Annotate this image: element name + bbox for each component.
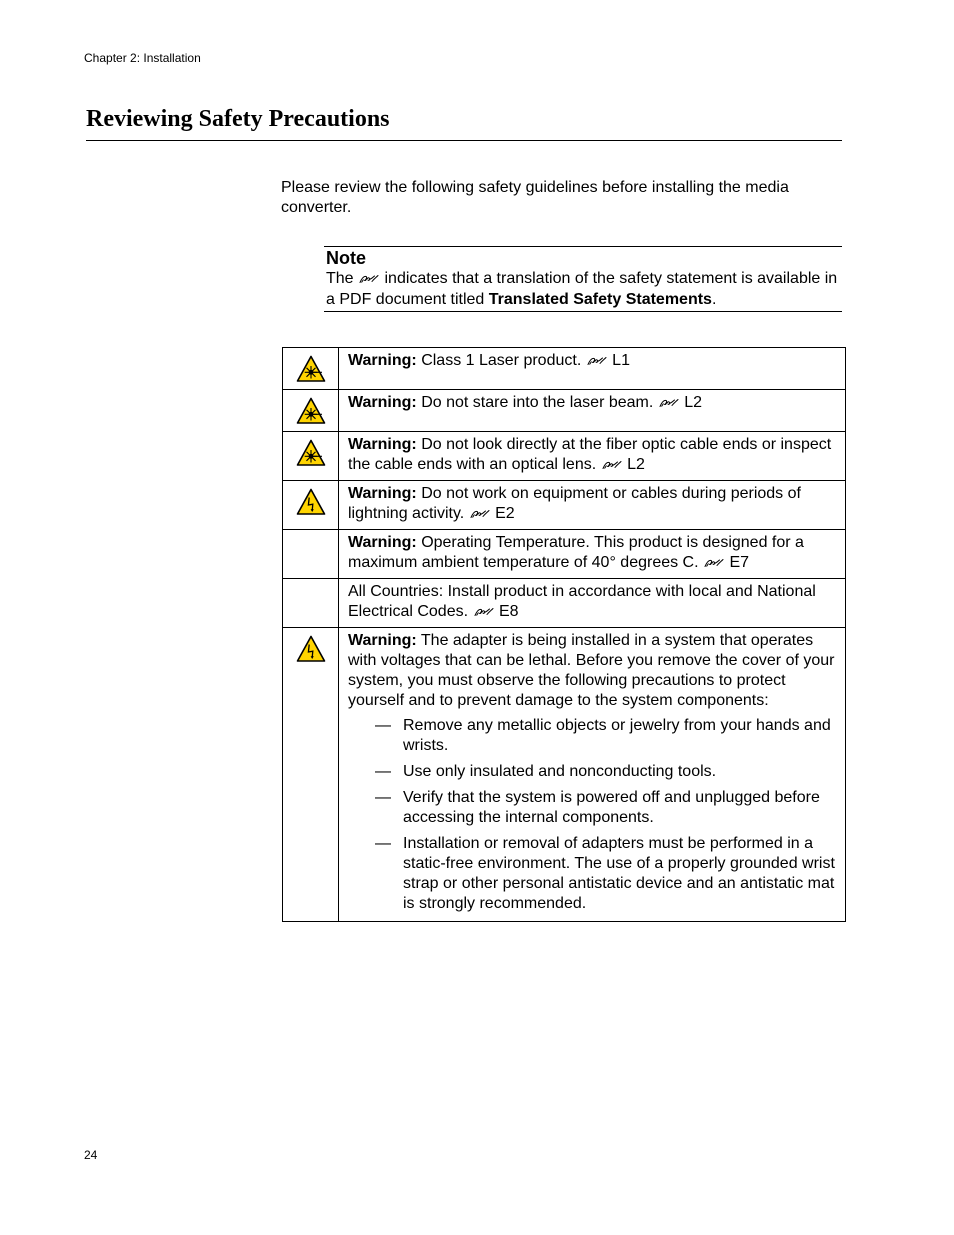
list-item-text: Remove any metallic objects or jewelry from your hands and wrists. — [403, 717, 831, 754]
list-item — [375, 788, 836, 828]
electrical-warning-icon — [296, 488, 326, 516]
warning-text: Do not work on equipment or cables during periods of lightning activity. — [348, 485, 801, 522]
translation-icon — [587, 354, 607, 366]
icon-cell — [283, 481, 339, 530]
dash-marker: — — [375, 789, 391, 806]
note-end: . — [711, 291, 717, 308]
dash-marker: — — [375, 835, 391, 852]
note-box — [324, 246, 842, 312]
precautions-list — [348, 716, 836, 914]
translation-icon — [659, 396, 679, 408]
note-title: Note — [326, 248, 366, 268]
list-item — [375, 716, 836, 756]
page-number: 24 — [84, 1148, 98, 1162]
warning-text: All Countries: Install product in accordance with local and National Electrical Codes. — [348, 583, 816, 620]
chapter-header: Chapter 2: Installation — [84, 51, 201, 65]
warning-label: Warning: — [348, 534, 417, 551]
safety-table — [282, 347, 846, 922]
intro-paragraph: Please review the following safety guidelines before installing the media converter. — [281, 179, 789, 216]
icon-cell — [283, 348, 339, 390]
table-row — [283, 432, 846, 481]
warning-label: Warning: — [348, 632, 417, 649]
warning-text-cell — [339, 432, 846, 481]
table-row — [283, 628, 846, 922]
icon-cell — [283, 530, 339, 579]
translation-icon — [359, 272, 379, 284]
table-row — [283, 579, 846, 628]
dash-marker: — — [375, 717, 391, 734]
electrical-warning-icon — [296, 635, 326, 663]
icon-cell — [283, 579, 339, 628]
statement-code: L2 — [684, 394, 703, 411]
warning-label: Warning: — [348, 352, 417, 369]
table-row — [283, 530, 846, 579]
icon-cell — [283, 432, 339, 481]
page-title: Reviewing Safety Precautions — [86, 106, 390, 132]
title-divider — [86, 140, 842, 141]
warning-text: Do not stare into the laser beam. — [421, 394, 654, 411]
warning-text-cell — [339, 481, 846, 530]
note-doc-title: Translated Safety Statements — [488, 291, 712, 308]
warning-label: Warning: — [348, 394, 417, 411]
statement-code: L2 — [627, 456, 645, 473]
laser-warning-icon — [296, 355, 326, 383]
translation-icon — [704, 556, 724, 568]
table-row — [283, 390, 846, 432]
table-row — [283, 348, 846, 390]
warning-text-cell — [339, 390, 846, 432]
warning-text: Class 1 Laser product. — [421, 352, 582, 369]
statement-code: E8 — [498, 603, 519, 620]
icon-cell — [283, 628, 339, 922]
laser-warning-icon — [296, 439, 326, 467]
warning-text-cell — [339, 579, 846, 628]
warning-text: Operating Temperature. This product is designed for a maximum ambient temperature of 40° degrees C. — [348, 534, 804, 571]
list-item-text: Use only insulated and nonconducting tools. — [403, 763, 717, 780]
warning-text-cell — [339, 530, 846, 579]
dash-marker: — — [375, 763, 391, 780]
warning-text: Do not look directly at the fiber optic cable ends or inspect the cable ends with an optical lens. — [348, 436, 832, 473]
translation-icon — [470, 507, 490, 519]
statement-code: E7 — [729, 554, 750, 571]
icon-cell — [283, 390, 339, 432]
translation-icon — [474, 605, 494, 617]
note-text — [326, 268, 842, 310]
laser-warning-icon — [296, 397, 326, 425]
warning-text-cell — [339, 348, 846, 390]
note-text-before: The — [326, 270, 354, 287]
warning-label: Warning: — [348, 485, 417, 502]
statement-code: L1 — [612, 352, 630, 369]
note-text-after: indicates that a translation of the safety statement is available in a PDF document titled — [326, 270, 838, 308]
list-item — [375, 834, 836, 914]
statement-code: E2 — [495, 505, 515, 522]
list-item — [375, 762, 836, 782]
list-item-text: Verify that the system is powered off and unplugged before accessing the internal components. — [403, 789, 820, 826]
warning-text-cell — [339, 628, 846, 922]
warning-label: Warning: — [348, 436, 417, 453]
warning-text: The adapter is being installed in a system that operates with voltages that can be lethal. Before you remove the cover of your system, you must observe the following precautions to protect yourself and to prevent damage to the system components: — [348, 632, 835, 709]
list-item-text: Installation or removal of adapters must be performed in a static-free environment. The use of a properly grounded wrist strap or other personal antistatic device and an antistatic mat is strongly recommended. — [403, 835, 835, 912]
translation-icon — [602, 458, 622, 470]
table-row — [283, 481, 846, 530]
